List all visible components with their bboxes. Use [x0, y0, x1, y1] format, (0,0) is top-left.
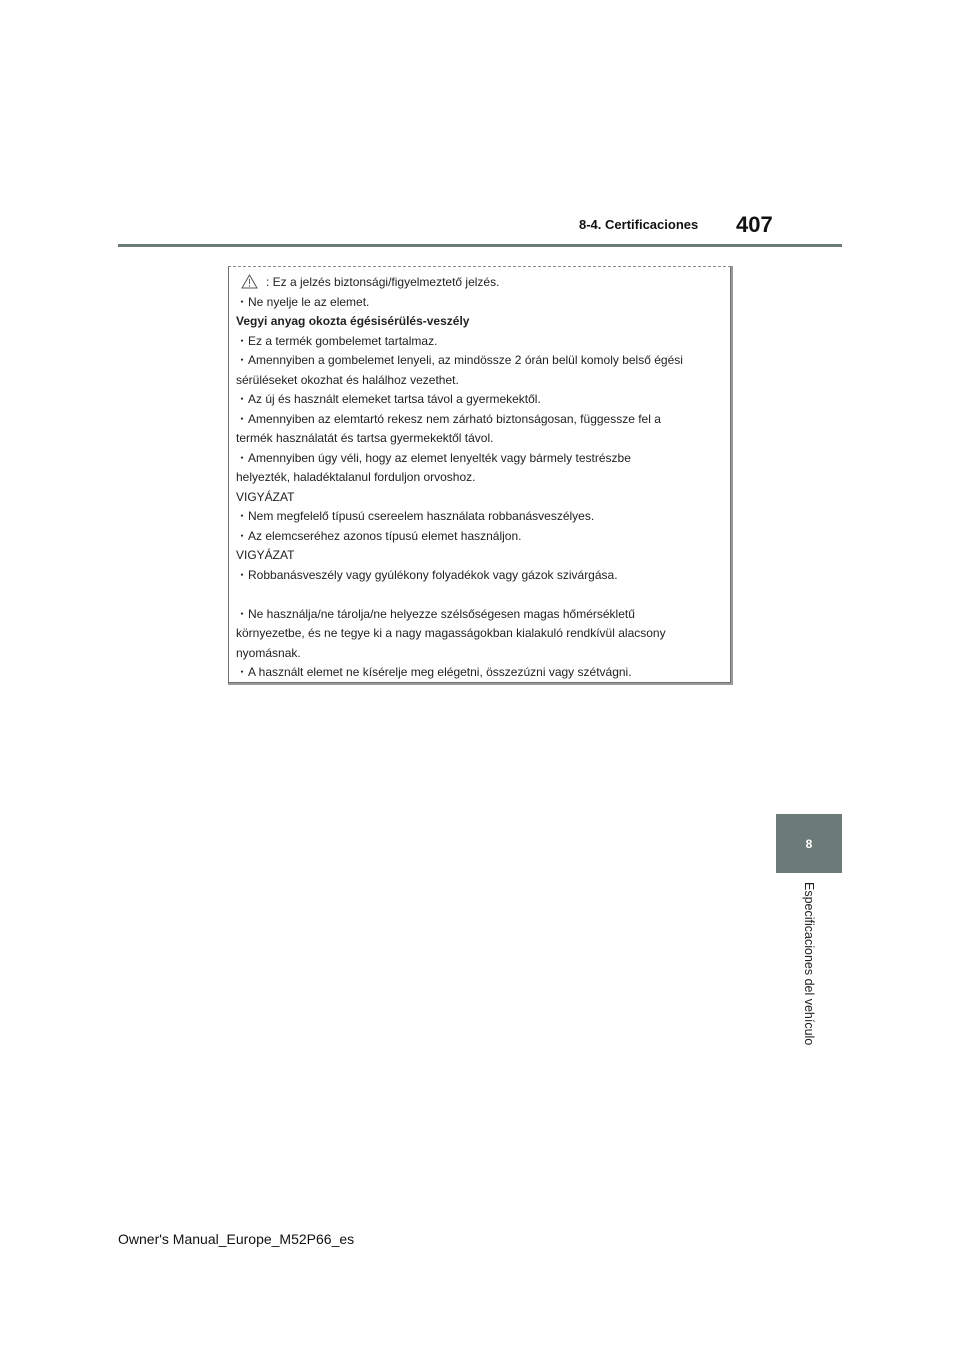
notice-line: ・Ne nyelje le az elemet. [236, 294, 370, 309]
notice-line: VIGYÁZAT [236, 548, 295, 562]
notice-line: ・Ez a termék gombelemet tartalmaz. [236, 333, 438, 348]
notice-line: ・Az új és használt elemeket tartsa távol a gyermekektől. [236, 392, 541, 406]
notice-line: ・A használt elemet ne kísérelje meg elégetni, összezúzni vagy szétvágni. [236, 665, 632, 679]
notice-line: ・Robbanásveszély vagy gyúlékony folyadékok vagy gázok szivárgása. [236, 567, 618, 582]
section-title: 8-4. Certificaciones [579, 217, 699, 232]
notice-line: ・Az elemcseréhez azonos típusú elemet használjon. [236, 528, 522, 543]
footer-manual-id: Owner's Manual_Europe_M52P66_es [118, 1231, 355, 1247]
chapter-side-title: Especificaciones del vehículo [802, 882, 816, 1046]
notice-line: ・Nem megfelelő típusú csereelem használata robbanásveszélyes. [236, 509, 595, 523]
notice-line: nyomásnak. [236, 645, 301, 660]
notice-line: ・Ne használja/ne tárolja/ne helyezze szélsőségesen magas hőmérsékletű [236, 606, 635, 621]
chapter-tab: 8 [776, 814, 842, 873]
notice-line: sérüléseket okozhat és halálhoz vezethet. [236, 372, 459, 387]
notice-line [236, 585, 726, 605]
notice-lines [236, 273, 726, 683]
notice-line: környezetbe, és ne tegye ki a nagy magasságokban kialakuló rendkívül alacsony [236, 626, 666, 640]
warning-triangle-icon [241, 274, 258, 289]
header-rule [118, 244, 842, 247]
notice-line: Vegyi anyag okozta égésisérülés-veszély [236, 314, 470, 328]
notice-line: ・Amennyiben az elemtartó rekesz nem zárható biztonságosan, függessze fel a [236, 411, 661, 426]
notice-intro-text: : Ez a jelzés biztonsági/figyelmeztető jelzés. [266, 275, 500, 289]
notice-intro-line [236, 273, 726, 293]
notice-line: ・Amennyiben a gombelemet lenyeli, az mindössze 2 órán belül komoly belső égési [236, 353, 683, 367]
notice-line: VIGYÁZAT [236, 489, 295, 504]
page-number: 407 [736, 212, 773, 237]
notice-line: ・Amennyiben úgy véli, hogy az elemet lenyelték vagy bármely testrészbe [236, 450, 631, 465]
notice-line: helyezték, haladéktalanul forduljon orvoshoz. [236, 470, 476, 484]
notice-line: termék használatát és tartsa gyermekektől távol. [236, 431, 494, 445]
safety-notice-box [228, 266, 731, 683]
